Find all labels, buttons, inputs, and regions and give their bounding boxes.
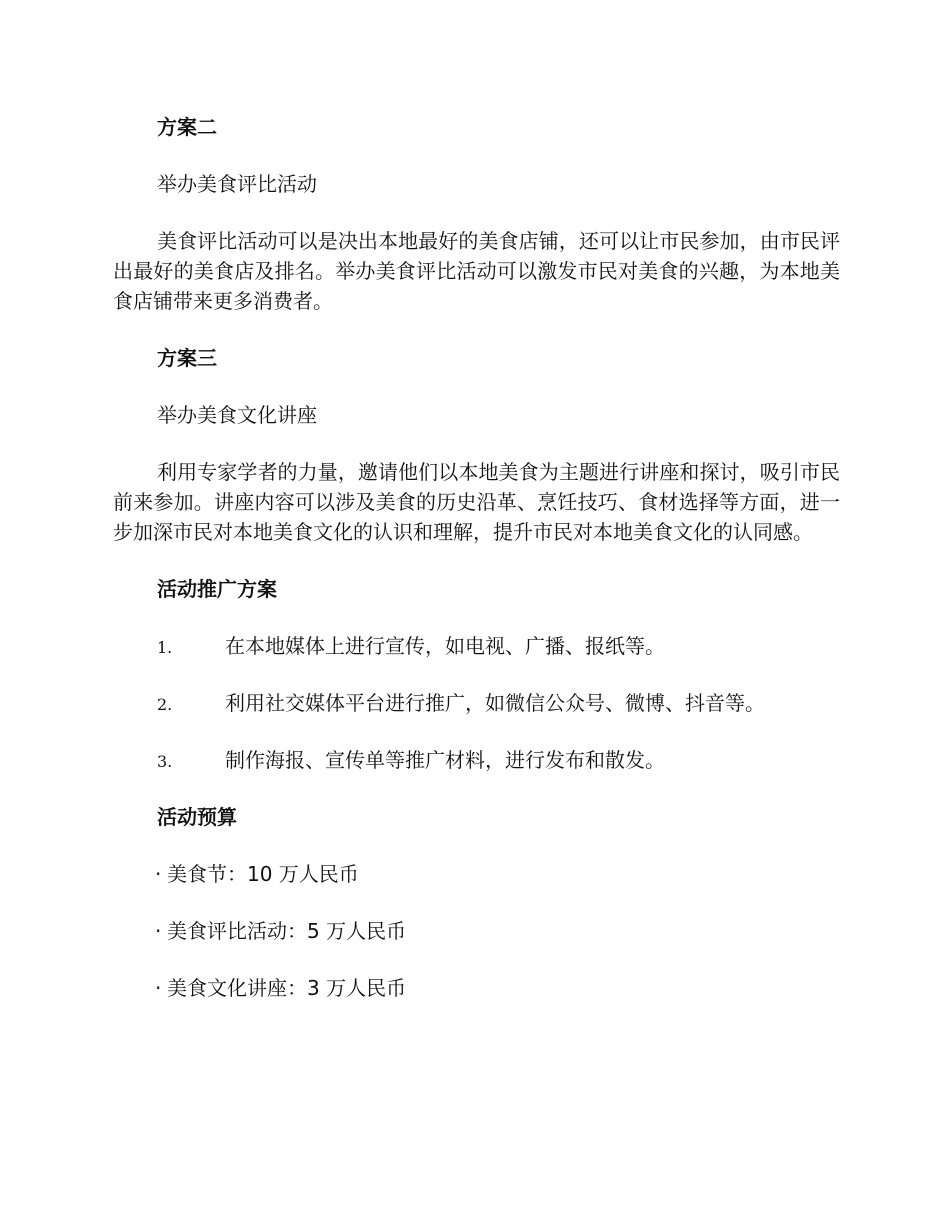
promotion-heading: 活动推广方案 bbox=[157, 577, 277, 601]
promotion-list bbox=[113, 631, 840, 775]
list-item bbox=[113, 745, 840, 775]
plan3-subtitle: 举办美食文化讲座 bbox=[157, 403, 317, 427]
list-text: 利用社交媒体平台进行推广，如微信公众号、微博、抖音等。 bbox=[225, 691, 765, 715]
plan3-paragraph: 利用专家学者的力量，邀请他们以本地美食为主题进行讲座和探讨，吸引市民前来参加。讲座内容可以涉及美食的历史沿革、烹饪技巧、食材选择等方面，进一步加深市民对本地美食文化的认识和理解，提升市民对本地美食文化的认同感。 bbox=[113, 460, 840, 544]
bullet-dot-icon: · bbox=[155, 862, 162, 886]
budget-item bbox=[113, 859, 840, 889]
list-number: 2. bbox=[157, 695, 173, 714]
plan2-heading: 方案二 bbox=[157, 115, 217, 139]
budget-item-text: 美食文化讲座：3 万人民币 bbox=[167, 976, 407, 1000]
plan2-subtitle: 举办美食评比活动 bbox=[157, 172, 317, 196]
list-item bbox=[113, 688, 840, 718]
budget-item bbox=[113, 916, 840, 946]
budget-item-text: 美食评比活动：5 万人民币 bbox=[167, 919, 407, 943]
plan2-paragraph: 美食评比活动可以是决出本地最好的美食店铺，还可以让市民参加，由市民评出最好的美食店及排名。举办美食评比活动可以激发市民对美食的兴趣，为本地美食店铺带来更多消费者。 bbox=[113, 229, 840, 313]
list-number: 1. bbox=[157, 638, 173, 657]
list-number: 3. bbox=[157, 752, 173, 771]
plan3-heading: 方案三 bbox=[157, 346, 217, 370]
budget-heading: 活动预算 bbox=[157, 805, 237, 829]
budget-item-text: 美食节：10 万人民币 bbox=[167, 862, 359, 886]
list-item bbox=[113, 631, 840, 661]
budget-item bbox=[113, 973, 840, 1003]
list-text: 制作海报、宣传单等推广材料，进行发布和散发。 bbox=[225, 748, 665, 772]
list-text: 在本地媒体上进行宣传，如电视、广播、报纸等。 bbox=[225, 634, 665, 658]
bullet-dot-icon: · bbox=[155, 919, 162, 943]
bullet-dot-icon: · bbox=[155, 976, 162, 1000]
